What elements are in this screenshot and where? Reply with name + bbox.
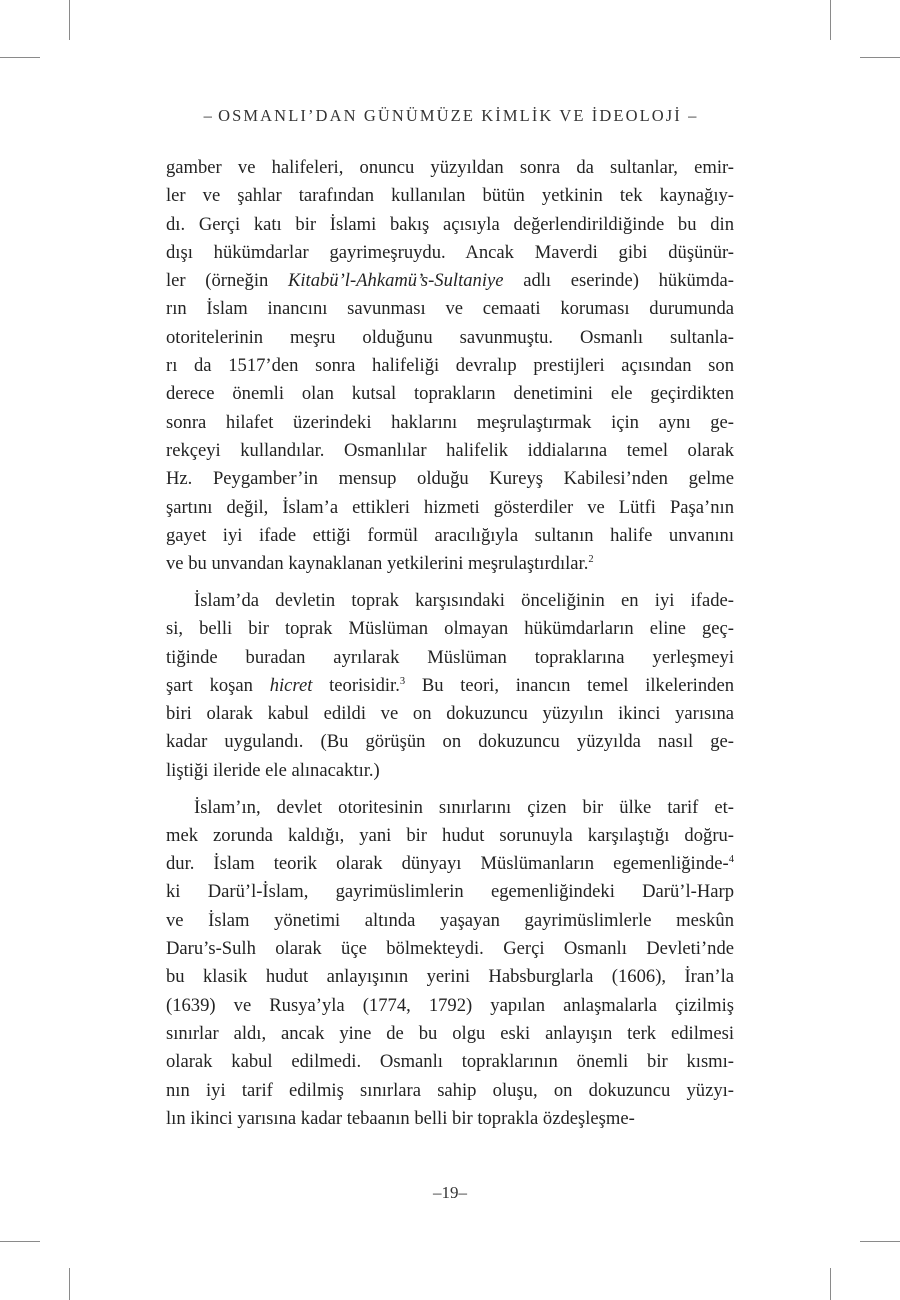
text-line: lın ikinci yarısına kadar tebaanın belli bir toprakla özdeşleşme- <box>166 1107 635 1129</box>
paragraph <box>166 587 734 785</box>
text-line: sonra hilafet üzerindeki haklarını meşrulaştırmak için aynı ge- <box>166 411 734 433</box>
text-line: Hz. Peygamber’in mensup olduğu Kureyş Kabilesi’nden gelme <box>166 468 734 490</box>
text-line <box>166 850 734 878</box>
paragraph <box>166 154 734 578</box>
text-line: rın İslam inancını savunması ve cemaati koruması durumunda <box>166 298 734 320</box>
text-line: si, belli bir toprak Müslüman olmayan hükümdarların eline geç- <box>166 618 734 640</box>
text-line <box>166 267 734 295</box>
text-line: otoritelerinin meşru olduğunu savunmuştu. Osmanlı sultanla- <box>166 326 734 348</box>
text-line: olarak kabul edilmedi. Osmanlı topraklarının önemli bir kısmı- <box>166 1051 734 1073</box>
text-line: rı da 1517’den sonra halifeliği devralıp prestijleri açısından son <box>166 355 734 377</box>
text-run: Bu teori, inancın temel ilkelerinden <box>405 674 734 696</box>
text-run: ve bu unvandan kaynaklanan yetkilerini meşrulaştırdılar. <box>166 553 589 575</box>
text-line: nın iyi tarif edilmiş sınırlara sahip oluşu, on dokuzuncu yüzyı- <box>166 1079 734 1101</box>
crop-mark-left-top <box>0 57 40 58</box>
text-line: dı. Gerçi katı bir İslami bakış açısıyla değerlendirildiğinde bu din <box>166 213 734 235</box>
crop-mark-right-bottom <box>860 1241 900 1242</box>
header-right-dash: – <box>688 106 697 125</box>
text-line <box>166 672 734 700</box>
crop-mark-right-top <box>860 57 900 58</box>
text-run: teorisidir. <box>312 674 400 696</box>
text-line: mek zorunda kaldığı, yani bir hudut sorunuyla karşılaştığı doğru- <box>166 824 734 846</box>
text-line: bu klasik hudut anlayışının yerini Habsburglarla (1606), İran’la <box>166 966 734 988</box>
text-line: derece önemli olan kutsal toprakların denetimini ele geçirdikten <box>166 383 734 405</box>
text-run: İslam teorik olarak dünyayı Müslümanların egemenliğinde- <box>194 853 729 875</box>
text-line: (1639) ve Rusya’yla (1774, 1792) yapılan anlaşmalarla çizilmiş <box>166 994 734 1016</box>
text-line: ve İslam yönetimi altında yaşayan gayrimüslimlerle meskûn <box>166 909 734 931</box>
running-header <box>0 104 900 128</box>
crop-mark-top-left <box>69 0 70 40</box>
text-line: şartını değil, İslam’a ettikleri hizmeti gösterdiler ve Lütfi Paşa’nın <box>166 496 734 518</box>
footnote-marker: 4 <box>728 853 734 865</box>
text-line: İslam’ın, devlet otoritesinin sınırlarını çizen bir ülke tarif et- <box>194 796 734 818</box>
crop-mark-left-bottom <box>0 1241 40 1242</box>
text-line: Daru’s-Sulh olarak üçe bölmekteydi. Gerçi Osmanlı Devleti’nde <box>166 938 734 960</box>
text-line: kadar uygulandı. (Bu görüşün on dokuzuncu yüzyılda nasıl ge- <box>166 731 734 753</box>
text-line: dışı hükümdarlar gayrimeşruydu. Ancak Maverdi gibi düşünür- <box>166 241 734 263</box>
footnote-marker: 3 <box>399 675 406 687</box>
text-line: sınırlar aldı, ancak yine de bu olgu eski anlayışın terk edilmesi <box>166 1022 734 1044</box>
text-line: liştiği ileride ele alınacaktır.) <box>166 759 380 781</box>
text-line: gamber ve halifeleri, onuncu yüzyıldan sonra da sultanlar, emir- <box>166 157 734 178</box>
crop-mark-top-right <box>830 0 831 40</box>
text-line: ki Darü’l-İslam, gayrimüslimlerin egemenliğindeki Darü’l-Harp <box>166 881 734 903</box>
body-text <box>166 154 734 1133</box>
italic-title: hicret <box>269 674 313 696</box>
text-line: rekçeyi kullandılar. Osmanlılar halifelik iddialarına temel olarak <box>166 439 734 461</box>
text-run: ler (örneğin <box>166 270 288 292</box>
footnote-marker: 2 <box>588 553 594 565</box>
crop-mark-bottom-left <box>69 1268 70 1300</box>
text-run: şart koşan <box>166 674 270 696</box>
running-header-title: OSMANLI’DAN GÜNÜMÜZE KİMLİK VE İDEOLOJİ <box>218 106 682 125</box>
crop-mark-bottom-right <box>830 1268 831 1300</box>
text-line: İslam’da devletin toprak karşısındaki önceliğinin en iyi ifade- <box>194 589 734 611</box>
paragraph-gap <box>166 785 734 794</box>
text-line: ler ve şahlar tarafından kullanılan bütün yetkinin tek kaynağıy- <box>166 185 734 207</box>
paragraph-gap <box>166 578 734 587</box>
page-number: –19– <box>433 1183 467 1202</box>
text-line: gayet iyi ifade ettiği formül aracılığıyla sultanın halife unvanını <box>166 524 734 546</box>
paragraph <box>166 794 734 1134</box>
header-left-dash: – <box>203 106 212 125</box>
text-run: adlı eserinde) hükümda- <box>503 270 734 292</box>
text-run: dur. <box>166 853 195 875</box>
text-line: biri olarak kabul edildi ve on dokuzuncu yüzyılın ikinci yarısına <box>166 703 734 725</box>
italic-title: Kitabü’l-Ahkamü’s-Sultaniye <box>287 270 504 292</box>
text-line: tiğinde buradan ayrılarak Müslüman topraklarına yerleşmeyi <box>166 646 734 668</box>
text-line <box>166 550 734 578</box>
